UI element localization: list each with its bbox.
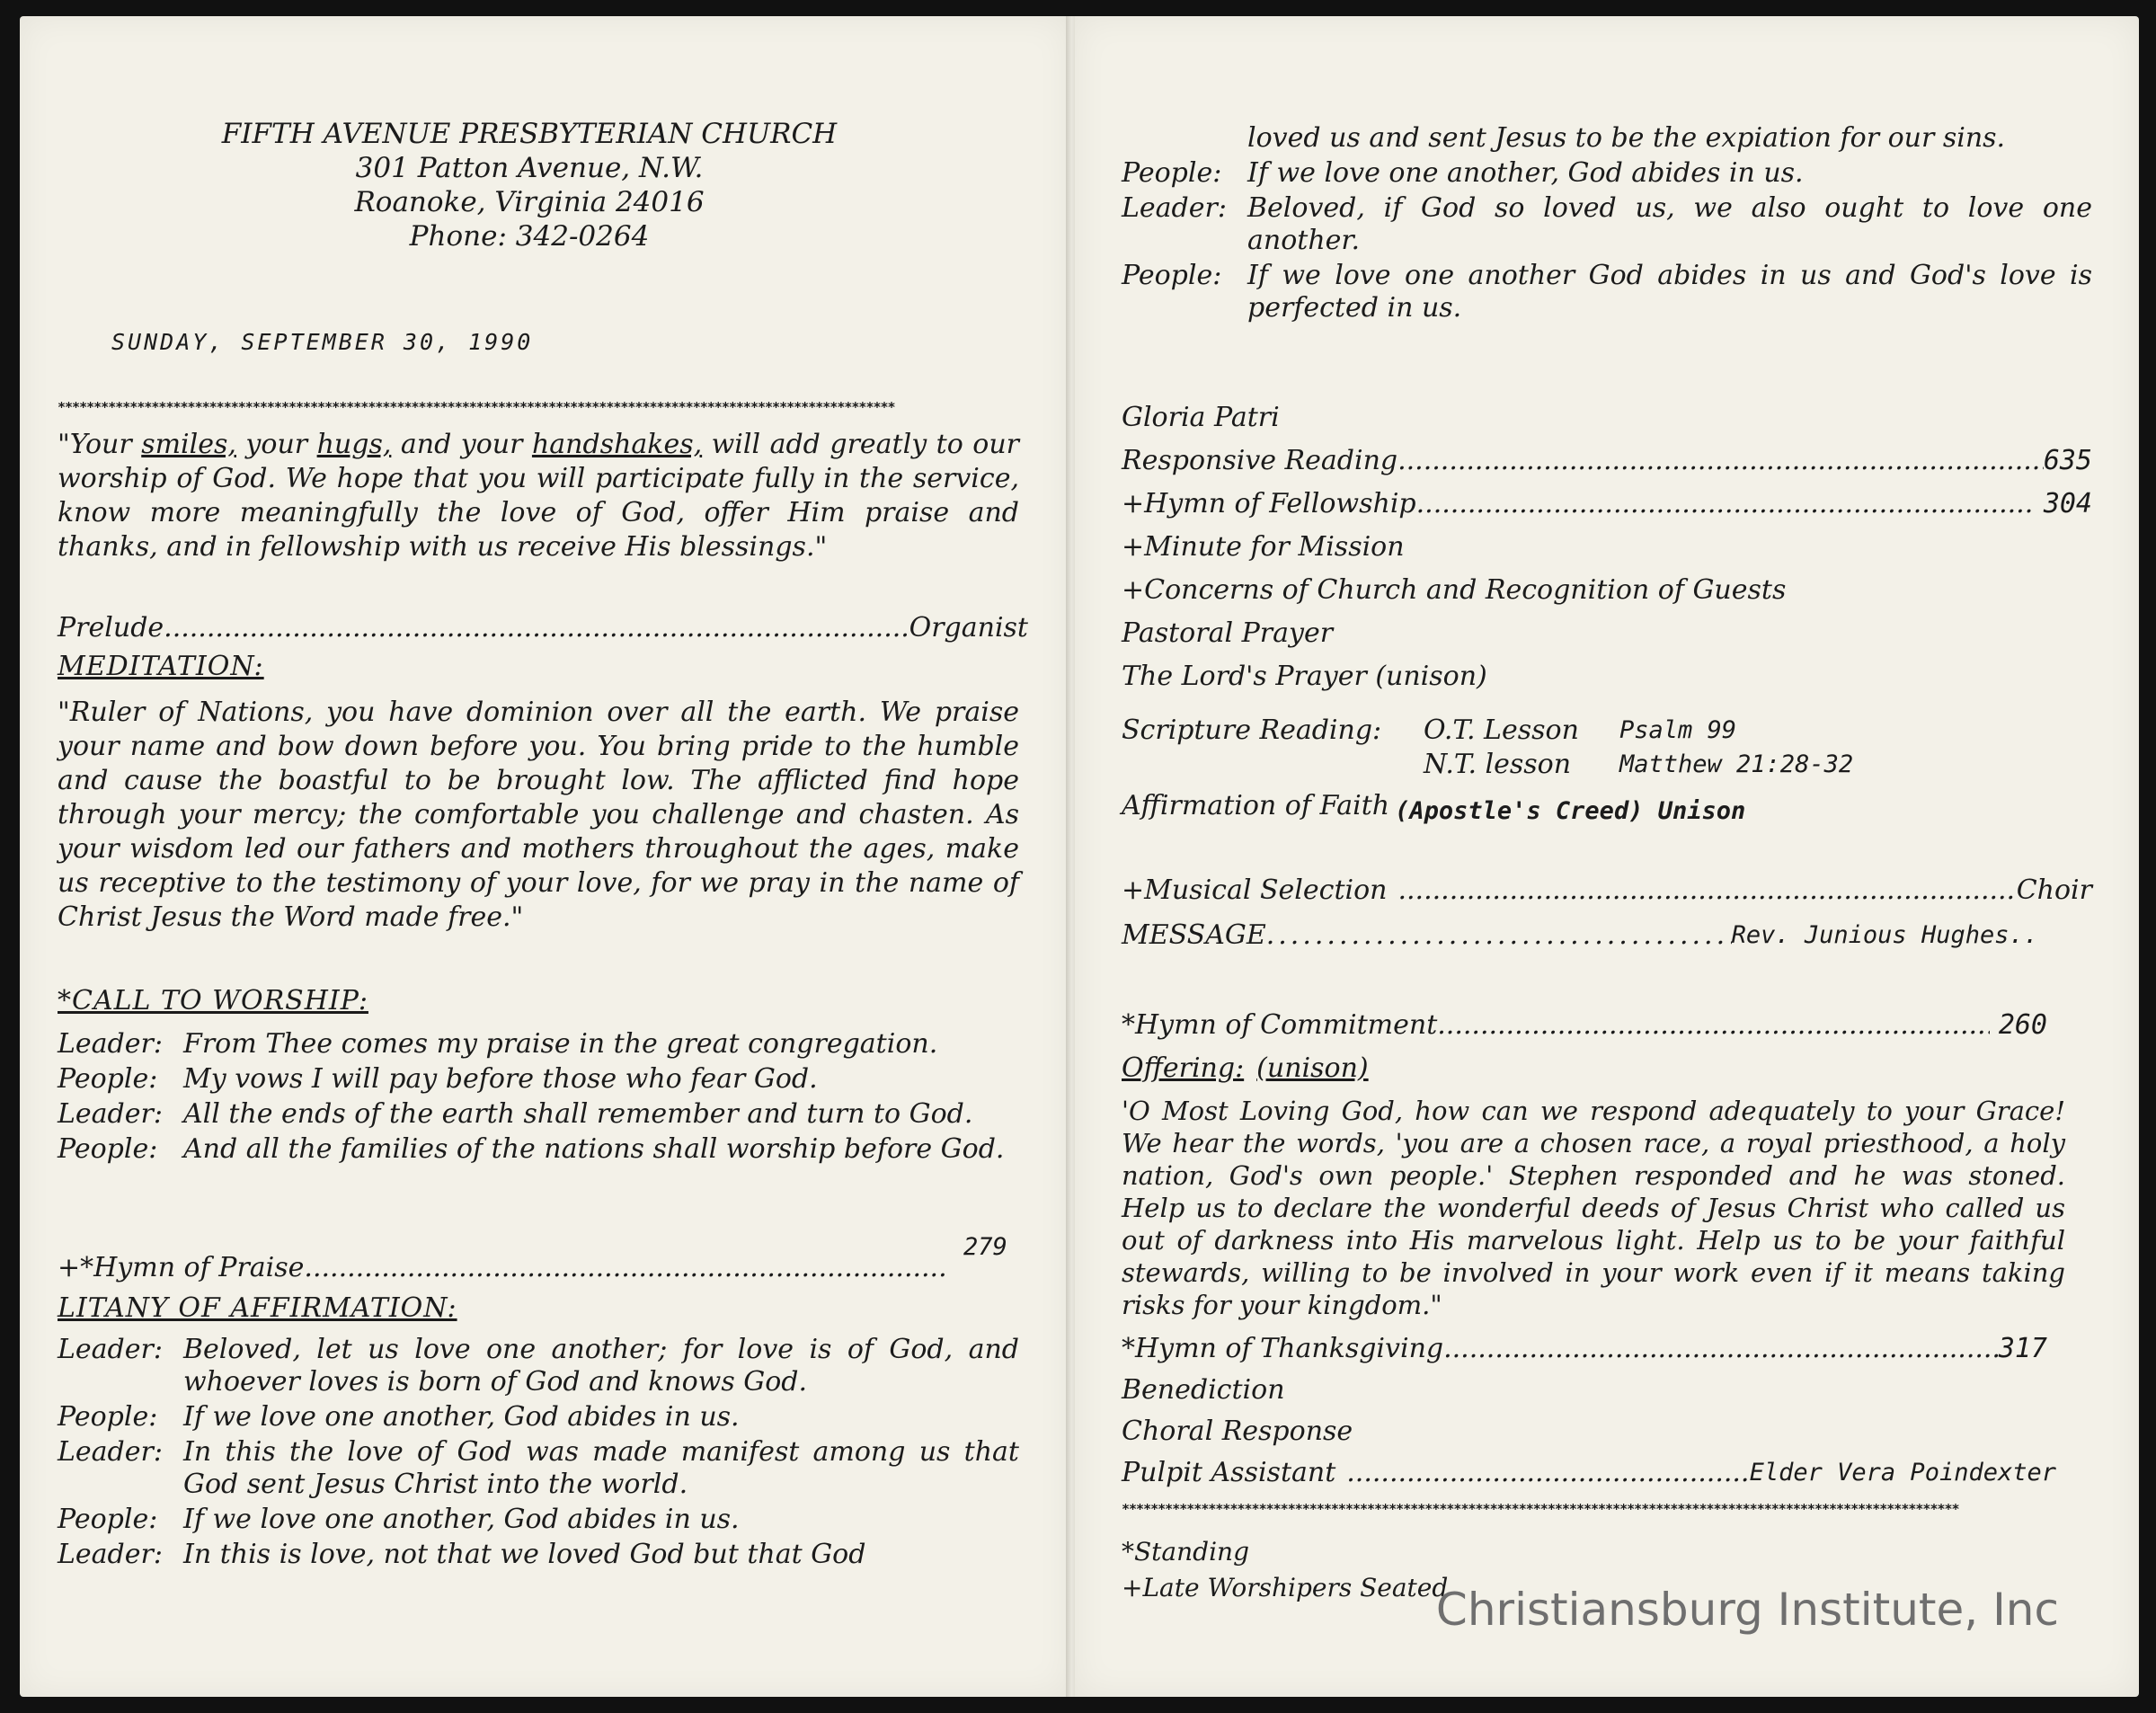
minute-for-mission: +Minute for Mission: [1122, 531, 1405, 563]
dialogue-line: People: If we love one another, God abides in us.: [58, 1504, 740, 1535]
dialogue-line: People: If we love one another, God abides in us.: [58, 1401, 740, 1433]
smiles-word: smiles,: [141, 429, 236, 460]
call-to-worship-heading: *CALL TO WORSHIP:: [58, 985, 368, 1016]
pulpit-assistant-label: Pulpit Assistant: [1122, 1457, 1336, 1488]
message-row: [1122, 919, 2038, 953]
prelude-label: Prelude: [58, 612, 164, 643]
dialogue-line: Leader: From Thee comes my praise in the great congregation.: [58, 1028, 938, 1060]
dialogue-line: People: My vows I will pay before those who fear God.: [58, 1063, 818, 1095]
dialogue-line: Leader: In this the love of God was made manifest among us that God sent Jesus Christ into the world.: [58, 1436, 1019, 1500]
church-address-1: 301 Patton Avenue, N.W.: [355, 152, 704, 184]
affirmation-value: (Apostle's Creed) Unison: [1395, 797, 1746, 825]
church-header: [58, 117, 1001, 253]
litany-continuation: [1122, 122, 2092, 327]
responsive-reading-number: 635: [2043, 445, 2092, 476]
hymn-of-commitment-row: [1122, 1008, 2047, 1043]
welcome-paragraph: "Your smiles, your hugs, and your handshakes, will add greatly to our worship of God. We hope that you will participate fully in the service, know more meaningfully the love of God, offer Him praise and thanks, and in fellowship with us receive His blessings.": [58, 429, 1019, 563]
responsive-reading-row: [1122, 444, 2092, 478]
dialogue-line: Leader: Beloved, let us love one another; for love is of God, and whoever loves is born of God and knows God.: [58, 1334, 1019, 1398]
hymn-of-fellowship-number: 304: [2043, 488, 2092, 519]
offering-heading-row: [1122, 1052, 2092, 1086]
prelude-row: [58, 611, 1028, 645]
hymn-of-thanksgiving-number: 317: [1998, 1333, 2047, 1364]
dialogue-line: Leader: All the ends of the earth shall remember and turn to God.: [58, 1098, 973, 1130]
offering-prayer: 'O Most Loving God, how can we respond adequately to your Grace! We hear the words, 'you are a chosen race, a royal priesthood, a holy nation, God's own people.' Stephen responded and he was stoned. Help us to declare the wonderful deeds of Jesus Christ who called us out of darkness into His marvelous light. Help us to be your faithful stewards, willing to be involved in your work even if it means taking risks for your kingdom.": [1122, 1096, 2065, 1320]
musical-selection-value: Choir: [2016, 874, 2092, 906]
pastoral-prayer: Pastoral Prayer: [1122, 617, 1334, 649]
choral-response: Choral Response: [1122, 1416, 1353, 1447]
hymn-of-praise-number: 279: [963, 1233, 1007, 1261]
dialogue-line: People: And all the families of the nations shall worship before God.: [58, 1133, 1005, 1165]
litany-heading: LITANY OF AFFIRMATION:: [58, 1292, 457, 1324]
prelude-value: Organist: [909, 612, 1028, 643]
message-label: MESSAGE: [1122, 919, 1266, 951]
lords-prayer: The Lord's Prayer (unison): [1122, 661, 1487, 692]
scripture-reading-label: Scripture Reading:: [1122, 714, 1382, 746]
offering-note: (unison): [1256, 1052, 1369, 1084]
scripture-reading-row: [1122, 714, 2092, 748]
offering-heading: Offering:: [1122, 1052, 1245, 1084]
handshakes-word: handshakes,: [531, 429, 703, 460]
right-page: [1075, 16, 2139, 1697]
dialogue-line: People: If we love one another, God abides in us.: [1122, 157, 1804, 189]
service-date: SUNDAY, SEPTEMBER 30, 1990: [111, 329, 534, 355]
hugs-word: hugs,: [316, 429, 392, 460]
church-name: FIFTH AVENUE PRESBYTERIAN CHURCH: [221, 118, 838, 150]
hymn-of-fellowship-label: +Hymn of Fellowship: [1122, 488, 1416, 519]
pulpit-assistant-row: [1122, 1456, 2056, 1490]
left-page: [20, 16, 1069, 1697]
meditation-heading: MEDITATION:: [58, 651, 264, 682]
dialogue-line: loved us and sent Jesus to be the expiation for our sins.: [1247, 122, 2006, 154]
hymn-of-thanksgiving-row: [1122, 1332, 2047, 1366]
hymn-of-praise-row: [58, 1251, 947, 1285]
musical-selection-label: +Musical Selection: [1122, 874, 1388, 906]
star-divider: ********************************************************************************************************************: [1122, 1501, 1959, 1517]
concerns-of-church: +Concerns of Church and Recognition of Guests: [1122, 574, 1787, 606]
call-to-worship-dialogue: [58, 1028, 1019, 1168]
church-address-2: Roanoke, Virginia 24016: [354, 186, 705, 218]
gloria-patri: Gloria Patri: [1122, 402, 1280, 433]
star-divider: ********************************************************************************************************************: [58, 399, 895, 415]
watermark-text: Christiansburg Institute, Inc: [1435, 1584, 2059, 1636]
message-value: Rev. Junious Hughes..: [1731, 921, 2038, 949]
hymn-of-commitment-label: *Hymn of Commitment: [1122, 1009, 1438, 1041]
standing-note: *Standing: [1122, 1537, 1249, 1567]
hymn-of-praise-label: +*Hymn of Praise: [58, 1252, 305, 1283]
pulpit-assistant-value: Elder Vera Poindexter: [1749, 1459, 2056, 1487]
dialogue-line: People: If we love one another God abides in us and God's love is perfected in us.: [1122, 260, 2092, 324]
affirmation-label: Affirmation of Faith: [1122, 790, 1390, 821]
responsive-reading-label: Responsive Reading: [1122, 445, 1398, 476]
nt-lesson-ref: Matthew 21:28-32: [1619, 750, 1854, 778]
meditation-text: "Ruler of Nations, you have dominion over all the earth. We praise your name and bow down before you. You bring pride to the humble and cause the boastful to be brought low. The afflicted find hope through your mercy; the comfortable you challenge and chasten. As your wisdom led our fathers and mothers throughout the ages, make us receptive to the testimony of your love, for we pray in the name of Christ Jesus the Word made free.": [58, 697, 1019, 933]
hymn-of-fellowship-row: [1122, 487, 2092, 521]
ot-lesson-ref: Psalm 99: [1619, 716, 1737, 744]
nt-lesson-label: N.T. lesson: [1424, 749, 1572, 780]
dialogue-line: Leader: Beloved, if God so loved us, we also ought to love one another.: [1122, 192, 2092, 256]
affirmation-of-faith-row: [1122, 789, 2092, 829]
late-worshipers-note: +Late Worshipers Seated: [1122, 1573, 1449, 1602]
hymn-of-thanksgiving-label: *Hymn of Thanksgiving: [1122, 1333, 1444, 1364]
litany-dialogue: [58, 1334, 1019, 1574]
benediction: Benediction: [1122, 1374, 1285, 1406]
musical-selection-row: [1122, 874, 2092, 908]
nt-lesson-row: [1122, 748, 2092, 782]
dialogue-line: Leader: In this is love, not that we loved God but that God: [58, 1539, 866, 1570]
church-phone: Phone: 342-0264: [409, 220, 650, 253]
ot-lesson-label: O.T. Lesson: [1424, 714, 1579, 746]
hymn-of-commitment-number: 260: [1998, 1009, 2047, 1041]
